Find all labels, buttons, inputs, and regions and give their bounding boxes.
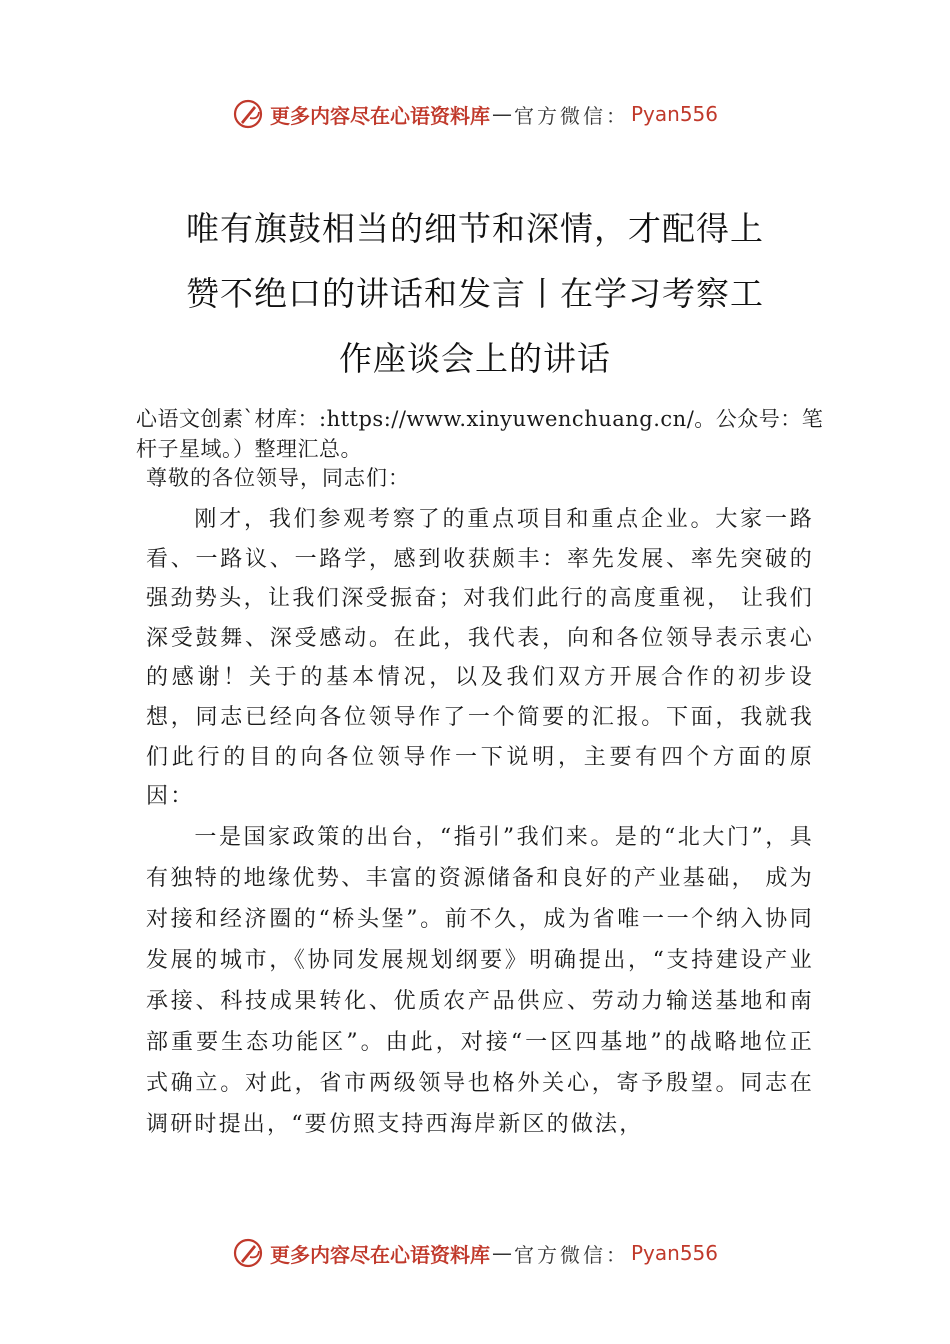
footer-brand-text: 更多内容尽在心语资料库 (269, 1242, 490, 1267)
header-brand-text: 更多内容尽在心语资料库 (269, 103, 490, 128)
quill-pen-circle-icon (232, 1237, 264, 1269)
paragraph-1: 刚才，我们参观考察了的重点项目和重点企业。大家一路看、一路议、一路学，感到收获颇丰：率先发展、率先突破的强劲势头，让我们深受振奋；对我们此行的高度重视， 让我们深受鼓舞、深受感动。在此，我代表，向和各位领导表示衷心的感谢！关于的基本情况，以及我们双方开展合作的初步设想，同志已经向各位领导作了一个简要的汇报。下面，我就我们此行的目的向各位领导作一下说明，主要有四个方面的原因： (146, 507, 814, 810)
source-note: 心语文创素`材库：:https://www.xinyuwenchuang.cn/。公众号：笔杆子星域。）整理汇总。 (136, 407, 824, 461)
footer-wechat-label: 官方微信： (513, 1242, 629, 1267)
title-line-1: 唯有旗鼓相当的细节和深情，才配得上 (186, 209, 764, 248)
title-line-2: 赞不绝口的讲话和发言丨在学习考察工 (186, 274, 764, 313)
paragraph-2: 一是国家政策的出台，“指引”我们来。是的“北大门”，具有独特的地缘优势、丰富的资源储备和良好的产业基础， 成为对接和经济圈的“桥头堡”。前不久，成为省唯一一个纳入协同发展的城市，《协同发展规划纲要》明确提出，“支持建设产业承接、科技成果转化、优质农产品供应、劳动力输送基地和南部重要生态功能区”。由此，对接“一区四基地”的战略地位正式确立。对此，省市两级领导也格外关心，寄予殷望。同志在调研时提出，“要仿照支持西海岸新区的做法， (146, 824, 814, 1137)
quill-pen-circle-icon (232, 98, 264, 130)
document-title (140, 196, 810, 391)
title-line-3: 作座谈会上的讲话 (339, 339, 611, 378)
salutation: 尊敬的各位领导，同志们： (146, 466, 410, 490)
header-banner (0, 94, 950, 134)
header-separator: — (491, 102, 512, 126)
footer-separator: — (491, 1241, 512, 1265)
footer-banner (0, 1233, 950, 1273)
footer-wechat-id: Pyan556 (630, 1241, 718, 1265)
speech-body (146, 500, 814, 1145)
header-wechat-id: Pyan556 (630, 102, 718, 126)
header-wechat-label: 官方微信： (513, 103, 629, 128)
